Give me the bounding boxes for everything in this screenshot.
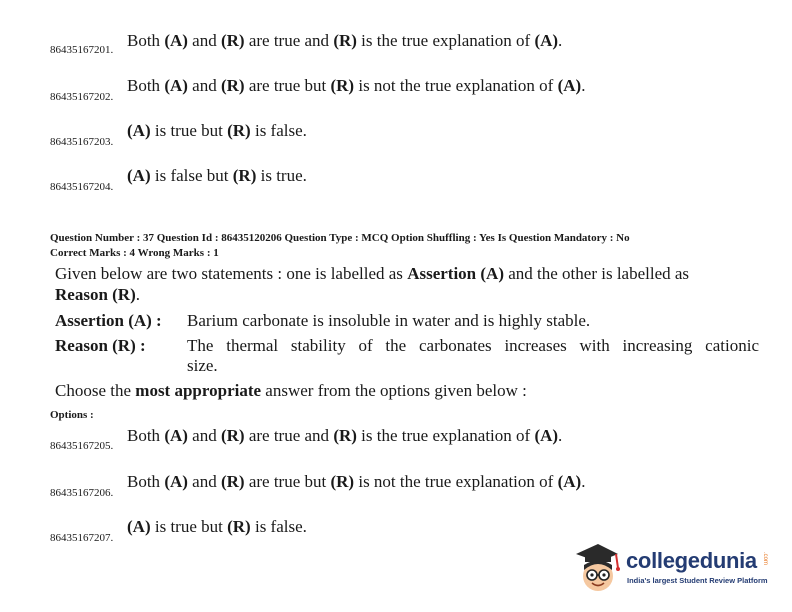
question-meta: Question Number : 37 Question Id : 86435120206 Question Type : MCQ Option Shuffling : Yes Is Question Mandatory : No bbox=[50, 232, 630, 244]
option-text: Both (A) and (R) are true and (R) is the true explanation of (A). bbox=[127, 31, 563, 50]
option-id: 86435167205. bbox=[50, 440, 114, 452]
logo-tagline: India's largest Student Review Platform bbox=[627, 576, 768, 585]
option-text: (A) is true but (R) is false. bbox=[127, 121, 307, 140]
option-text: (A) is true but (R) is false. bbox=[127, 517, 307, 536]
option-id: 86435167206. bbox=[50, 487, 114, 499]
assertion-text: Barium carbonate is insoluble in water and is highly stable. bbox=[187, 311, 591, 330]
option-id: 86435167202. bbox=[50, 91, 114, 103]
mascot-icon bbox=[572, 540, 622, 596]
logo-domain: .com bbox=[762, 552, 768, 566]
option-text: (A) is false but (R) is true. bbox=[127, 166, 307, 185]
option-text: Both (A) and (R) are true but (R) is not the true explanation of (A). bbox=[127, 472, 586, 491]
option-id: 86435167203. bbox=[50, 136, 114, 148]
reason-text-cont: size. bbox=[187, 356, 218, 375]
marks-meta: Correct Marks : 4 Wrong Marks : 1 bbox=[50, 247, 219, 259]
question-intro-cont: Reason (R). bbox=[55, 285, 140, 304]
option-id: 86435167207. bbox=[50, 532, 114, 544]
reason-label: Reason (R) : bbox=[55, 336, 146, 355]
option-text: Both (A) and (R) are true and (R) is the true explanation of (A). bbox=[127, 426, 563, 445]
reason-text: The thermal stability of the carbonates increases with increasing cationic bbox=[187, 336, 759, 355]
logo-name: collegedunia bbox=[626, 548, 757, 573]
option-text: Both (A) and (R) are true but (R) is not the true explanation of (A). bbox=[127, 76, 586, 95]
option-id: 86435167204. bbox=[50, 181, 114, 193]
collegedunia-logo bbox=[572, 540, 787, 602]
assertion-label: Assertion (A) : bbox=[55, 311, 162, 330]
option-id: 86435167201. bbox=[50, 44, 114, 56]
choose-instruction: Choose the most appropriate answer from the options given below : bbox=[55, 381, 527, 400]
question-intro: Given below are two statements : one is labelled as Assertion (A) and the other is labelled as bbox=[55, 264, 690, 283]
options-label: Options : bbox=[50, 409, 94, 421]
